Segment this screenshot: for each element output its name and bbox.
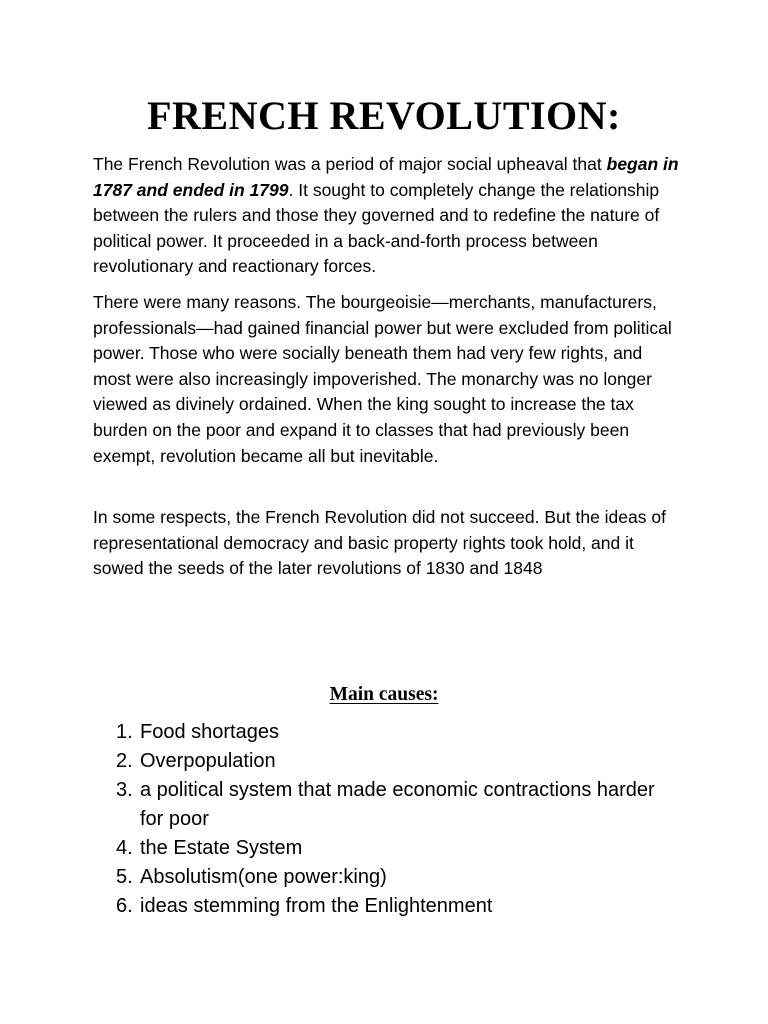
paragraph-intro-start: The French Revolution was a period of major social upheaval that (93, 154, 607, 174)
list-item (116, 747, 676, 776)
list-item-text: Overpopulation (140, 750, 276, 772)
page-title: FRENCH REVOLUTION: (147, 93, 621, 138)
list-item-number: 4. (116, 837, 133, 859)
paragraph-outcome: In some respects, the French Revolution did not succeed. But the ideas of representational democracy and basic property rights took hold, and it sowed the seeds of the later revolutions of 1830 and 1848 (93, 507, 666, 579)
list-item (116, 892, 676, 921)
list-item (116, 776, 676, 834)
paragraph-intro (93, 152, 683, 280)
list-item (116, 863, 676, 892)
paragraph-intro-end: . It sought to completely change the relationship between the rulers and those they governed and to redefine the nature of political power. It proceeded in a back-and-forth process between revolutionary and reactionary forces. (93, 179, 660, 277)
list-item-text: Food shortages (140, 721, 279, 743)
list-item-number: 6. (116, 895, 133, 917)
list-item-number: 2. (116, 750, 133, 772)
list-item-number: 5. (116, 866, 133, 888)
list-item-text: the Estate System (140, 837, 303, 859)
list-item-text: a political system that made economic contractions harder for poor (140, 779, 655, 830)
list-item (116, 718, 676, 747)
list-item-text: Absolutism(one power:king) (140, 866, 387, 888)
list-item (116, 834, 676, 863)
list-item-text: ideas stemming from the Enlightenment (140, 895, 493, 917)
list-item-number: 1. (116, 721, 133, 743)
causes-heading-text: Main causes: (329, 684, 439, 705)
causes-list (116, 718, 676, 921)
list-item-number: 3. (116, 779, 133, 801)
paragraph-intro-emphasis: began in 1787 and ended in 1799 (93, 154, 679, 200)
causes-heading (0, 682, 768, 708)
paragraph-reasons: There were many reasons. The bourgeoisie—merchants, manufacturers, professionals—had gained financial power but were excluded from political power. Those who were socially beneath them had very few rights, and most were also increasingly impoverished. The monarchy was no longer viewed as divinely ordained. When the king sought to increase the tax burden on the poor and expand it to classes that had previously been exempt, revolution became all but inevitable. (93, 292, 672, 466)
